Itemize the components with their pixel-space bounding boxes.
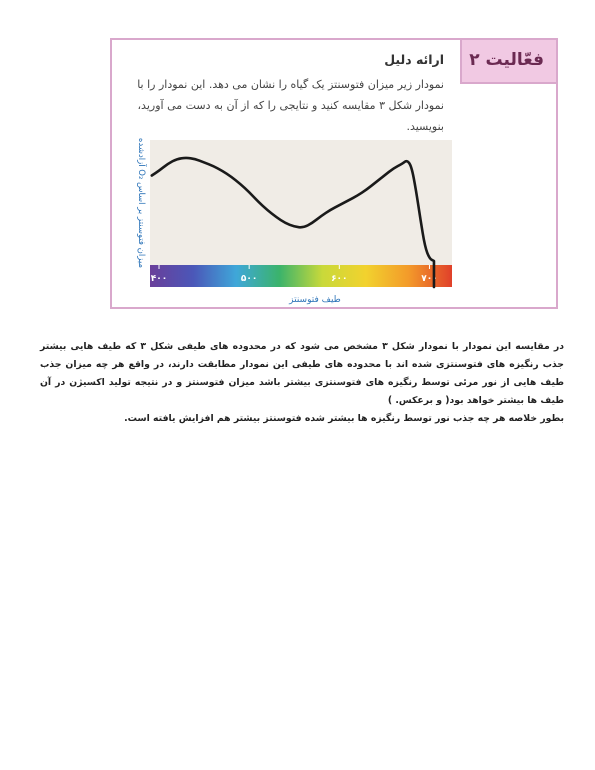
spectrum-bar <box>150 265 452 287</box>
x-axis-label: طیف فتوسنتز <box>289 295 341 305</box>
activity-description: نمودار زیر میزان فتوسنتز یک گیاه را نشان می دهد. این نمودار را با نمودار شکل ۳ مقایسه کنید و نتایجی را که از آن به دست می آورید، بنویسید. <box>137 78 444 133</box>
answer-paragraph-2: بطور خلاصه هر چه جذب نور توسط رنگیزه ها بیشتر شده فتوسنتز بیشتر هم افزایش یافته است. <box>124 413 564 424</box>
x-tick-label: ۵۰۰ <box>240 274 258 284</box>
x-tick-label: ۴۰۰ <box>150 274 168 284</box>
answer-paragraph-1: در مقایسه این نمودار با نمودار شکل ۳ مشخص می شود که در محدوده های طیفی شکل ۳ که طیف هایی بیشتر جذب رنگیزه های فتوسنتزی شده اند با محدوده های طیفی این نمودار مطابقت دارند، در واقع هر چه میزان جذب طیف هایی از نور مرئی توسط رنگیزه های فتوسنتزی بیشتر باشد میزان فتوسنتز و در نتیجه تولید اکسیژن در آن طیف ها بیشتر خواهد بود( و برعکس. ) <box>40 341 565 406</box>
activity-heading: ارائه دلیل <box>384 52 444 67</box>
activity-badge <box>460 38 558 84</box>
x-tick-label: ۶۰۰ <box>331 274 348 284</box>
activity-badge-label: فعّالیت ۲ <box>469 50 544 70</box>
photosynthesis-chart <box>125 135 465 310</box>
answer-text <box>40 338 564 428</box>
y-axis-label: میزان فتوسنتز بر اساس O₂ آزادشده <box>136 137 146 269</box>
x-tick-label: ۷۰۰ <box>421 274 438 284</box>
